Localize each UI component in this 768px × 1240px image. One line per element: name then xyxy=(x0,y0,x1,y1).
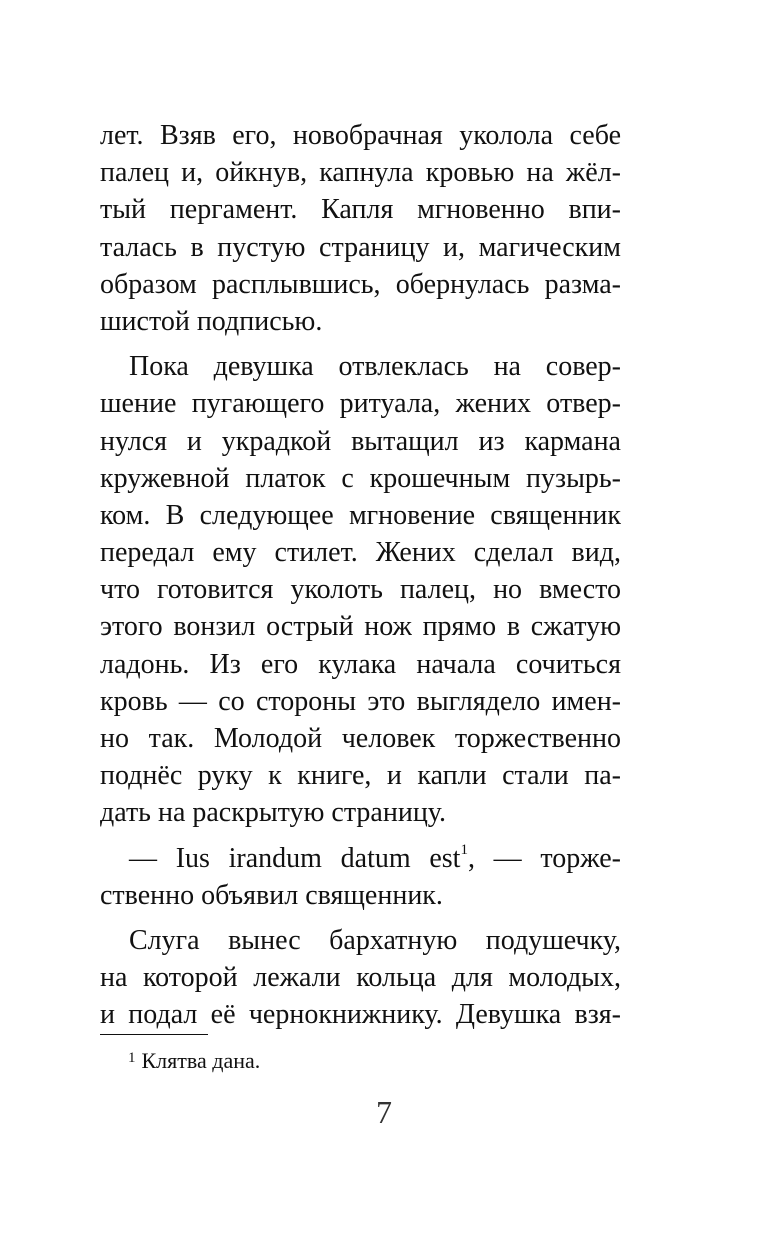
paragraph-gap xyxy=(100,832,621,840)
text-line: шение пугающего ритуала, жених отвер- xyxy=(100,388,621,420)
text-line: талась в пустую страницу и, магическим xyxy=(100,231,621,263)
text-line: лет. Взяв его, новобрачная уколола себе xyxy=(100,120,621,151)
page-number: 7 xyxy=(376,1094,392,1130)
footnote-text: Клятва дана. xyxy=(141,1048,261,1073)
text-line: кровь — со стороны это выглядело имен- xyxy=(100,685,621,717)
text-line-with-footnote xyxy=(100,840,621,877)
paragraph-gap xyxy=(100,914,621,922)
text-line: нулся и украдкой вытащил из кармана xyxy=(100,425,621,457)
text-line: Пока девушка отвлеклась на совер- xyxy=(129,351,621,383)
text-line: на которой лежали кольца для молодых, xyxy=(100,962,621,994)
footnote-reference[interactable]: 1 xyxy=(460,842,468,859)
paragraph-gap xyxy=(100,340,621,348)
body-text xyxy=(100,117,621,1034)
text-line: но так. Молодой человек торжественно xyxy=(100,723,621,754)
paragraph-3 xyxy=(100,840,621,914)
dialogue-text: — Ius irandum datum est xyxy=(129,842,461,874)
paragraph-1 xyxy=(100,117,621,340)
text-line: поднёс руку к книге, и капли стали па- xyxy=(100,760,621,792)
footnote-mark: 1 xyxy=(128,1050,136,1066)
dialogue-text: , — торже- xyxy=(467,842,621,874)
text-line: тый пергамент. Капля мгновенно впи- xyxy=(100,194,621,226)
footnote xyxy=(128,1046,260,1079)
text-line: ком. В следующее мгновение священник xyxy=(100,499,621,531)
text-line: передал ему стилет. Жених сделал вид, xyxy=(100,537,621,569)
paragraph-4 xyxy=(100,922,621,1034)
text-line: что готовится уколоть палец, но вместо xyxy=(100,574,621,606)
paragraph-2 xyxy=(100,348,621,831)
text-line: кружевной платок с крошечным пузырь- xyxy=(100,462,621,494)
text-line: ладонь. Из его кулака начала сочиться xyxy=(100,648,621,680)
text-line: дать на раскрытую страницу. xyxy=(100,797,447,829)
text-line: шистой подписью. xyxy=(100,305,323,337)
text-line: палец и, ойкнув, капнула кровью на жёл- xyxy=(100,157,621,189)
text-line: Слуга вынес бархатную подушечку, xyxy=(129,924,621,956)
text-line: этого вонзил острый нож прямо в сжатую xyxy=(100,611,621,643)
text-line: ственно объявил священник. xyxy=(100,879,443,911)
text-line: и подал её чернокнижнику. Девушка взя- xyxy=(100,999,621,1031)
text-line: образом расплывшись, обернулась разма- xyxy=(100,268,621,300)
footnote-divider xyxy=(100,1034,208,1035)
